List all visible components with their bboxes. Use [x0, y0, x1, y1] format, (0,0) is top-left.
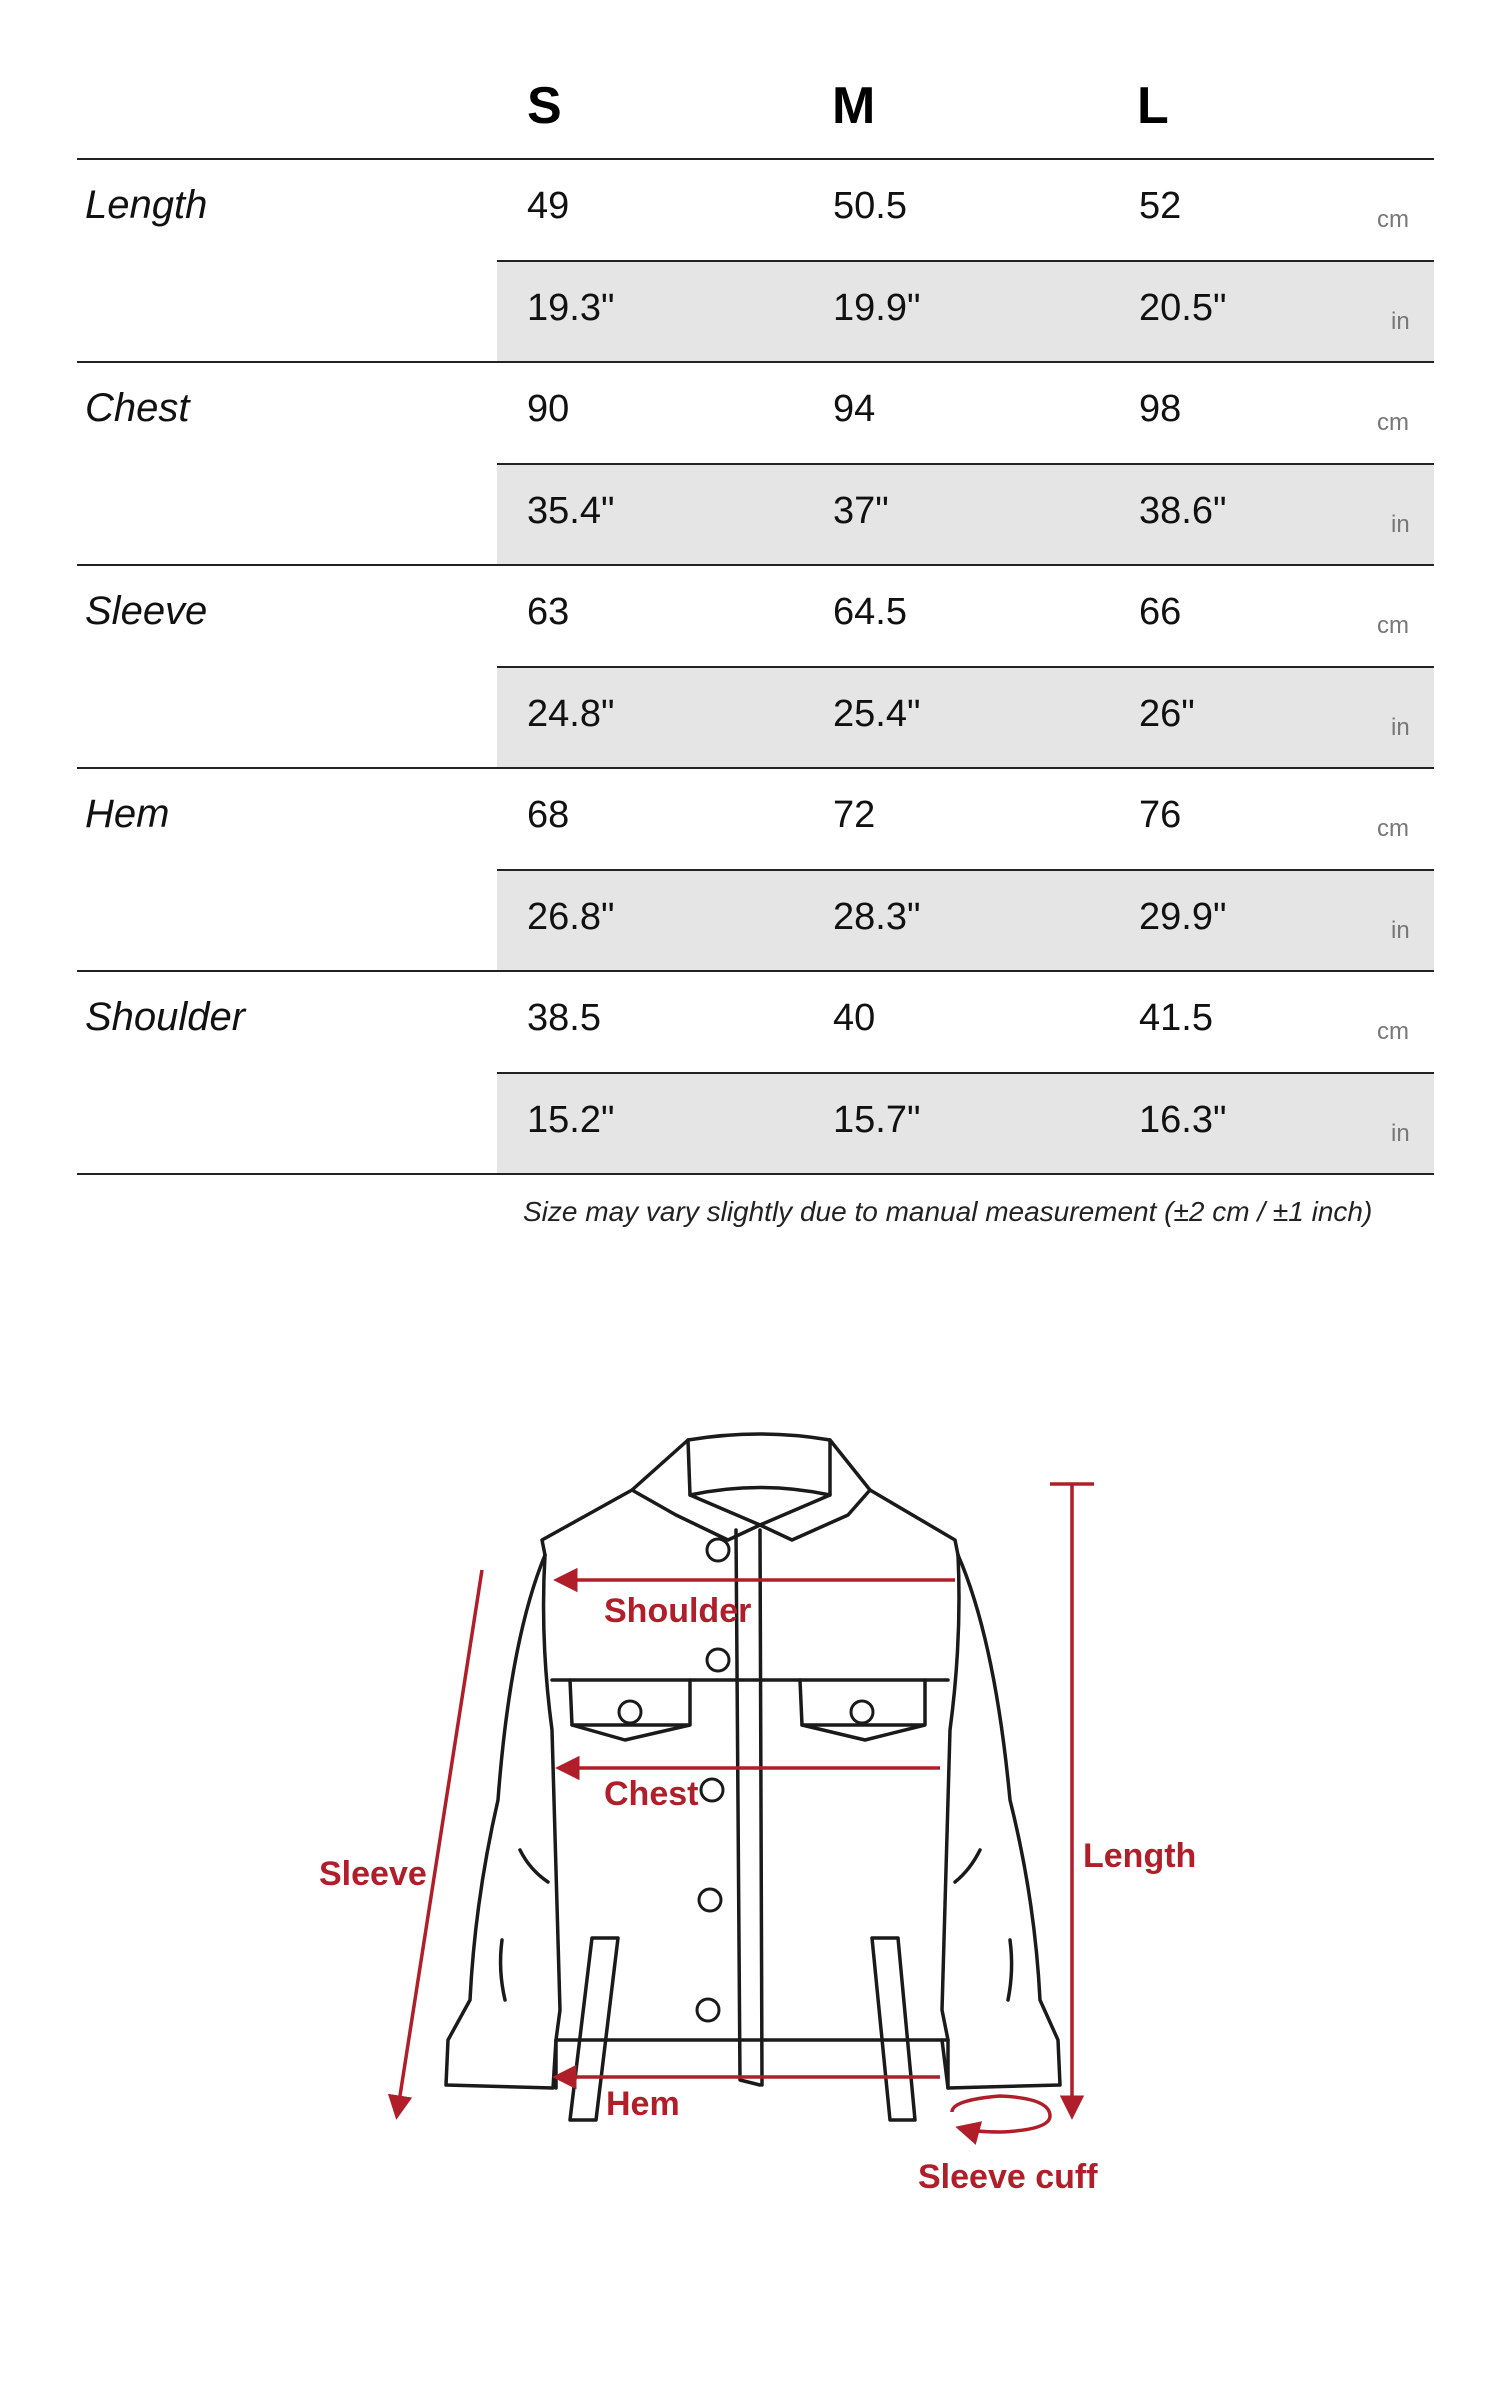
table-divider	[77, 564, 1434, 566]
value-cm: 90	[527, 388, 570, 430]
button-icon	[707, 1539, 729, 1561]
jacket-outline	[446, 1434, 1060, 2120]
table-divider	[77, 1173, 1434, 1175]
size-header-s: S	[527, 77, 562, 135]
value-cm: 98	[1139, 388, 1182, 430]
row-label-hem: Hem	[85, 792, 170, 836]
value-cm: 50.5	[833, 185, 907, 227]
row-divider	[497, 260, 1434, 262]
value-cm: 38.5	[527, 997, 601, 1039]
measurement-labels	[319, 1592, 1196, 2196]
row-label-shoulder: Shoulder	[85, 995, 246, 1039]
value-in: 24.8"	[527, 693, 615, 735]
shoulder-label: Shoulder	[604, 1592, 752, 1630]
measurement-arrows	[397, 1484, 1094, 2132]
button-icon	[701, 1779, 723, 1801]
inch-row-band	[497, 668, 1434, 768]
jacket-measurement-diagram	[0, 1380, 1500, 2400]
size-header-m: M	[832, 77, 876, 135]
button-icon	[699, 1889, 721, 1911]
value-cm: 64.5	[833, 591, 907, 633]
unit-in: in	[1391, 714, 1410, 741]
table-divider	[77, 361, 1434, 363]
unit-cm: cm	[1377, 815, 1409, 842]
button-icon	[707, 1649, 729, 1671]
hem-label: Hem	[606, 2085, 680, 2123]
value-in: 16.3"	[1139, 1099, 1227, 1141]
value-in: 37"	[833, 490, 889, 532]
row-divider	[497, 666, 1434, 668]
button-icon	[619, 1701, 641, 1723]
button-icon	[851, 1701, 873, 1723]
chest-label: Chest	[604, 1775, 699, 1813]
button-icon	[697, 1999, 719, 2021]
unit-cm: cm	[1377, 612, 1409, 639]
sleeve-cuff-arrow	[952, 2096, 1050, 2132]
value-cm: 66	[1139, 591, 1182, 633]
sleeve-cuff-label: Sleeve cuff	[918, 2158, 1098, 2196]
value-in: 35.4"	[527, 490, 615, 532]
sleeve-arrow	[397, 1570, 482, 2115]
value-in: 29.9"	[1139, 896, 1227, 938]
value-in: 19.3"	[527, 287, 615, 329]
value-in: 26.8"	[527, 896, 615, 938]
unit-in: in	[1391, 511, 1410, 538]
table-divider	[77, 158, 1434, 160]
inch-row-band	[497, 465, 1434, 565]
value-cm: 52	[1139, 185, 1182, 227]
inch-row-band	[497, 871, 1434, 971]
unit-in: in	[1391, 917, 1410, 944]
value-cm: 49	[527, 185, 570, 227]
table-divider	[77, 970, 1434, 972]
row-label-length: Length	[85, 183, 208, 227]
value-cm: 94	[833, 388, 876, 430]
length-label: Length	[1083, 1837, 1197, 1875]
unit-cm: cm	[1377, 409, 1409, 436]
value-cm: 41.5	[1139, 997, 1213, 1039]
row-divider	[497, 1072, 1434, 1074]
value-cm: 76	[1139, 794, 1182, 836]
value-in: 28.3"	[833, 896, 921, 938]
sleeve-label: Sleeve	[319, 1855, 427, 1893]
unit-cm: cm	[1377, 206, 1409, 233]
unit-in: in	[1391, 1120, 1410, 1147]
inch-row-band	[497, 262, 1434, 362]
inch-row-band	[497, 1074, 1434, 1174]
unit-cm: cm	[1377, 1018, 1409, 1045]
row-label-chest: Chest	[85, 386, 190, 430]
value-cm: 63	[527, 591, 570, 633]
value-cm: 68	[527, 794, 570, 836]
value-in: 19.9"	[833, 287, 921, 329]
row-label-sleeve: Sleeve	[85, 589, 208, 633]
value-in: 15.2"	[527, 1099, 615, 1141]
jacket-illustration	[0, 1380, 1500, 2400]
value-in: 26"	[1139, 693, 1195, 735]
value-in: 15.7"	[833, 1099, 921, 1141]
value-cm: 40	[833, 997, 876, 1039]
table-divider	[77, 767, 1434, 769]
measurement-note: Size may vary slightly due to manual measurement (±2 cm / ±1 inch)	[523, 1196, 1373, 1227]
size-header-l: L	[1137, 77, 1169, 135]
value-cm: 72	[833, 794, 876, 836]
value-in: 20.5"	[1139, 287, 1227, 329]
unit-in: in	[1391, 308, 1410, 335]
row-divider	[497, 869, 1434, 871]
value-in: 38.6"	[1139, 490, 1227, 532]
row-divider	[497, 463, 1434, 465]
value-in: 25.4"	[833, 693, 921, 735]
